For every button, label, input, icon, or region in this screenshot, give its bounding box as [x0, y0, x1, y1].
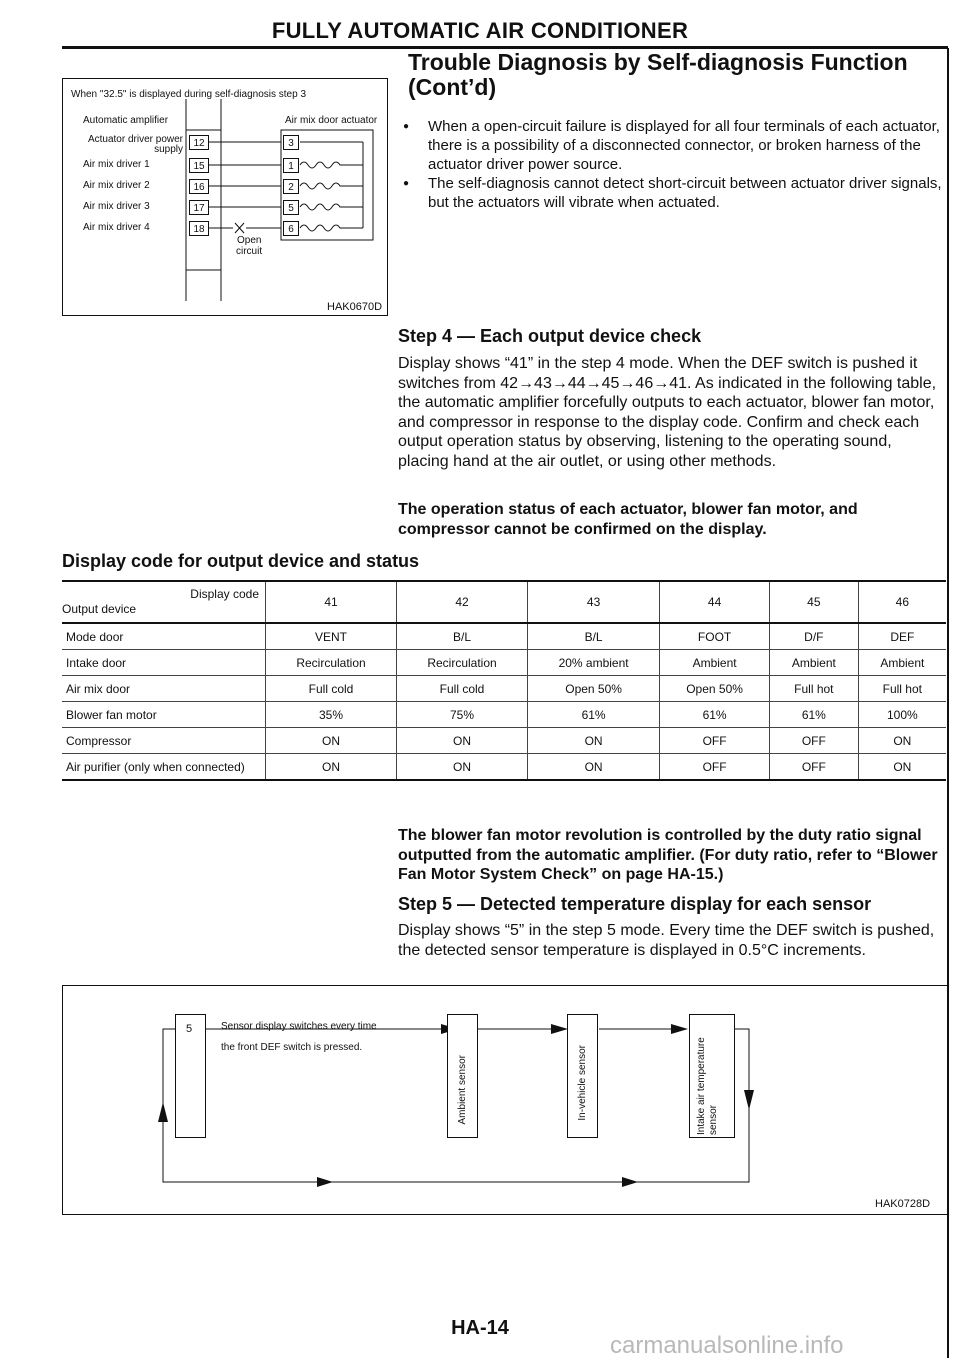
table-row — [62, 676, 946, 702]
table-header-row — [62, 581, 946, 623]
actuator-pin: 6 — [283, 221, 299, 236]
table-cell: 61% — [660, 702, 770, 728]
ambient-sensor-label: Ambient sensor — [457, 1055, 468, 1125]
table-cell: Full cold — [397, 676, 528, 702]
table-cell: Ambient — [770, 650, 859, 676]
device-name: Mode door — [62, 623, 266, 650]
table-cell: VENT — [266, 623, 397, 650]
watermark: carmanualsonline.info — [610, 1332, 844, 1359]
table-cell: ON — [266, 754, 397, 781]
device-name: Intake door — [62, 650, 266, 676]
table-row — [62, 754, 946, 781]
figure-code: HAK0670D — [327, 301, 383, 313]
bullet-item: ● When a open-circuit failure is displayed for all four terminals of each actuator, there is a possibility of a disconnected connector, or broken harness of the actuator driver power source. — [403, 117, 943, 174]
table-cell: ON — [397, 728, 528, 754]
table-cell: 100% — [858, 702, 946, 728]
step5-box-label: 5 — [186, 1023, 193, 1035]
row-label-driver4: Air mix driver 4 — [83, 222, 150, 233]
code-header: 43 — [528, 581, 660, 623]
table-cell: OFF — [660, 728, 770, 754]
code-header: 42 — [397, 581, 528, 623]
code-header: 41 — [266, 581, 397, 623]
circuit-label: circuit — [236, 246, 263, 257]
table-cell: Full cold — [266, 676, 397, 702]
page-header: FULLY AUTOMATIC AIR CONDITIONER — [271, 18, 689, 43]
ambient-sensor-box — [447, 1014, 478, 1138]
amp-pin: 18 — [189, 221, 209, 236]
row-label-driver3: Air mix driver 3 — [83, 201, 150, 212]
device-name: Blower fan motor — [62, 702, 266, 728]
corner-output-device: Output device — [62, 602, 137, 616]
actuator-pin: 3 — [283, 135, 299, 150]
intake-air-sensor-box — [689, 1014, 735, 1138]
row-label-driver1: Air mix driver 1 — [83, 159, 150, 170]
table-cell: 61% — [770, 702, 859, 728]
actuator-pin: 2 — [283, 179, 299, 194]
left-arrow-icon — [317, 1177, 333, 1187]
table-cell: Recirculation — [266, 650, 397, 676]
switch-note-1: Sensor display switches every time — [221, 1021, 377, 1032]
table-row — [62, 650, 946, 676]
table-heading: Display code for output device and status — [62, 551, 420, 571]
actuator-pin: 5 — [283, 200, 299, 215]
table-corner-cell — [62, 581, 266, 623]
amp-pin: 17 — [189, 200, 209, 215]
table-cell: D/F — [770, 623, 859, 650]
page-number: HA-14 — [451, 1317, 509, 1339]
table-cell: Open 50% — [528, 676, 660, 702]
table-cell: OFF — [770, 728, 859, 754]
section-title-line1: Trouble Diagnosis by Self-diagnosis Function — [408, 49, 908, 75]
step5-body: Display shows “5” in the step 5 mode. Every time the DEF switch is pushed, the detected sensor temperature is displayed in 0.5°C increments. — [398, 922, 935, 959]
table-cell: ON — [858, 728, 946, 754]
figure-code: HAK0728D — [875, 1198, 931, 1210]
table-cell: B/L — [397, 623, 528, 650]
table-cell: 61% — [528, 702, 660, 728]
amp-pin: 12 — [189, 135, 209, 150]
table-cell: FOOT — [660, 623, 770, 650]
sensor-cycle-diagram — [62, 985, 948, 1215]
step5-title: Step 5 — Detected temperature display for each sensor — [398, 894, 872, 914]
row-label-power: Actuator driver power supply — [87, 134, 183, 155]
output-device-table — [62, 580, 946, 781]
device-name: Compressor — [62, 728, 266, 754]
table-cell: DEF — [858, 623, 946, 650]
wiring-lines — [63, 79, 389, 317]
table-cell: ON — [266, 728, 397, 754]
right-arrow-icon — [671, 1024, 688, 1034]
amplifier-label: Automatic amplifier — [83, 115, 169, 126]
code-header: 44 — [660, 581, 770, 623]
intake-air-sensor-label: Intake air temperature sensor — [696, 1037, 719, 1135]
table-cell: OFF — [770, 754, 859, 781]
blower-note: The blower fan motor revolution is controlled by the duty ratio signal outputted from the automatic amplifier. (For duty ratio, refer to “Blower Fan Motor System Check” on page HA-15.) — [398, 827, 938, 883]
actuator-pin: 1 — [283, 158, 299, 173]
step4-title: Step 4 — Each output device check — [398, 326, 702, 346]
table-cell: OFF — [660, 754, 770, 781]
device-name: Air purifier (only when connected) — [62, 754, 266, 781]
left-arrow-icon — [622, 1177, 638, 1187]
section-title — [408, 50, 908, 100]
table-cell: B/L — [528, 623, 660, 650]
code-header: 45 — [770, 581, 859, 623]
open-circuit-diagram — [62, 78, 388, 316]
table-cell: Full hot — [770, 676, 859, 702]
table-cell: ON — [397, 754, 528, 781]
table-cell: 20% ambient — [528, 650, 660, 676]
in-vehicle-sensor-box — [567, 1014, 598, 1138]
table-cell: Recirculation — [397, 650, 528, 676]
device-name: Air mix door — [62, 676, 266, 702]
table-cell: ON — [528, 728, 660, 754]
table-row — [62, 623, 946, 650]
switch-note-2: the front DEF switch is pressed. — [221, 1042, 363, 1053]
up-arrow-icon — [158, 1102, 168, 1122]
table-cell: 35% — [266, 702, 397, 728]
table-cell: Ambient — [858, 650, 946, 676]
down-arrow-icon — [744, 1090, 754, 1110]
step4-note: The operation status of each actuator, blower fan motor, and compressor cannot be confirmed on the display. — [398, 501, 858, 538]
code-header: 46 — [858, 581, 946, 623]
table-cell: Full hot — [858, 676, 946, 702]
step5-box — [175, 1014, 206, 1138]
row-label-driver2: Air mix driver 2 — [83, 180, 150, 191]
table-cell: ON — [528, 754, 660, 781]
table-cell: ON — [858, 754, 946, 781]
right-arrow-icon — [551, 1024, 568, 1034]
amp-pin: 15 — [189, 158, 209, 173]
section-title-line2: (Cont’d) — [408, 74, 497, 100]
table-cell: Open 50% — [660, 676, 770, 702]
amp-pin: 16 — [189, 179, 209, 194]
table-row — [62, 702, 946, 728]
open-label: Open — [237, 235, 262, 246]
bullet-list — [403, 117, 943, 212]
corner-display-code: Display code — [190, 587, 259, 601]
table-cell: Ambient — [660, 650, 770, 676]
in-vehicle-sensor-label: In-vehicle sensor — [577, 1045, 588, 1121]
table-row — [62, 728, 946, 754]
figure-caption: When "32.5" is displayed during self-diagnosis step 3 — [71, 89, 307, 100]
table-cell: 75% — [397, 702, 528, 728]
actuator-label: Air mix door actuator — [285, 115, 378, 126]
step4-body: Display shows “41” in the step 4 mode. When the DEF switch is pushed it switches from 42→43→44→45→46→41. As indicated in the following table, the automatic amplifier forcefully outputs to each actuator, blower fan motor, and compressor in response to the display code. Confirm and check each output operation status by observing, listening to the operating sound, placing hand at the air outlet, or using other methods. — [398, 355, 937, 470]
bullet-item: ● The self-diagnosis cannot detect short-circuit between actuator driver signals, but the actuators will vibrate when actuated. — [403, 174, 943, 212]
